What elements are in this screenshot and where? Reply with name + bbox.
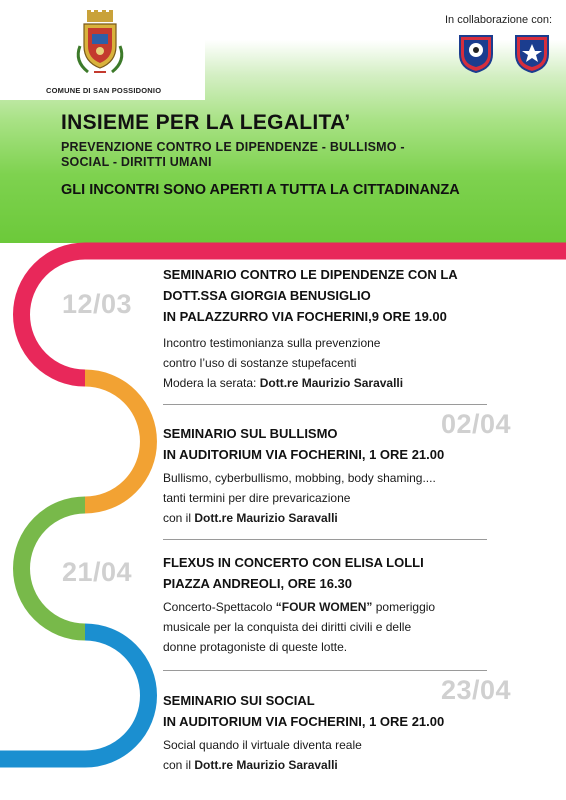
- show-title: “FOUR WOMEN”: [275, 600, 373, 614]
- subtitle-line-2: SOCIAL - DIRITTI UMANI: [61, 155, 212, 169]
- event-heading-line: SEMINARIO CONTRO LE DIPENDENZE CON LA: [163, 267, 458, 282]
- event-description: [163, 333, 403, 393]
- timeline-segment-orange: [85, 378, 148, 505]
- description-suffix: pomeriggio: [372, 600, 436, 614]
- event-description-line: Social quando il virtuale diventa reale: [163, 738, 362, 752]
- host-name: Dott.re Maurizio Saravalli: [194, 758, 338, 772]
- event-heading-line: FLEXUS IN CONCERTO CON ELISA LOLLI: [163, 555, 424, 570]
- event-description-line: contro l’uso di sostanze stupefacenti: [163, 356, 357, 370]
- comune-label: COMUNE DI SAN POSSIDONIO: [46, 86, 162, 95]
- event-description-line: Incontro testimonianza sulla prevenzione: [163, 336, 381, 350]
- description-prefix: Concerto-Spettacolo: [163, 600, 276, 614]
- event-date: 23/04: [441, 675, 512, 705]
- event-heading: [163, 264, 458, 327]
- event-date: 02/04: [441, 409, 512, 439]
- event-date: 21/04: [62, 557, 133, 587]
- event-heading-line: IN AUDITORIUM VIA FOCHERINI, 1 ORE 21.00: [163, 714, 445, 729]
- event-heading-line: IN AUDITORIUM VIA FOCHERINI, 1 ORE 21.00: [163, 447, 445, 462]
- event-heading: [163, 690, 444, 732]
- partner-logo-icon: [456, 30, 496, 74]
- timeline-segment-blue: [0, 632, 148, 759]
- event-heading-line: IN PALAZZURRO VIA FOCHERINI,9 ORE 19.00: [163, 309, 447, 324]
- event-heading-line: PIAZZA ANDREOLI, ORE 16.30: [163, 576, 353, 591]
- event-description: [163, 735, 362, 775]
- partner-logo-icon: [512, 30, 552, 74]
- host-prefix: con il: [163, 511, 195, 525]
- event-description: [163, 597, 435, 657]
- subtitle-line-1: PREVENZIONE CONTRO LE DIPENDENZE - BULLISMO -: [61, 140, 405, 154]
- event-host-line: [163, 508, 436, 528]
- event-heading: [163, 423, 444, 465]
- event-description-line: donne protagoniste di queste lotte.: [163, 640, 348, 654]
- municipal-crest-icon: [70, 6, 130, 78]
- event-host-line: [163, 373, 403, 393]
- host-prefix: con il: [163, 758, 195, 772]
- event-separator: [163, 404, 487, 405]
- event-heading-line: DOTT.SSA GIORGIA BENUSIGLIO: [163, 288, 371, 303]
- event-heading-line: SEMINARIO SUL BULLISMO: [163, 426, 338, 441]
- host-name: Dott.re Maurizio Saravalli: [259, 376, 404, 390]
- event-heading: [163, 552, 424, 594]
- event-description-line: [163, 597, 435, 617]
- event-separator: [163, 539, 487, 540]
- collaboration-label: In collaborazione con:: [444, 14, 552, 26]
- event-description: [163, 468, 436, 528]
- event-description-line: Bullismo, cyberbullismo, mobbing, body shaming....: [163, 471, 436, 485]
- event-host-line: [163, 755, 362, 775]
- open-to-public-notice: GLI INCONTRI SONO APERTI A TUTTA LA CITTADINANZA: [61, 182, 460, 198]
- event-date: 12/03: [62, 289, 133, 319]
- event-description-line: musicale per la conquista dei diritti civili e delle: [163, 620, 412, 634]
- event-description-line: tanti termini per dire prevaricazione: [163, 491, 351, 505]
- host-name: Dott.re Maurizio Saravalli: [194, 511, 338, 525]
- page-title: INSIEME PER LA LEGALITA’: [61, 111, 351, 134]
- event-heading-line: SEMINARIO SUI SOCIAL: [163, 693, 315, 708]
- event-separator: [163, 670, 487, 671]
- host-prefix: Modera la serata:: [163, 376, 260, 390]
